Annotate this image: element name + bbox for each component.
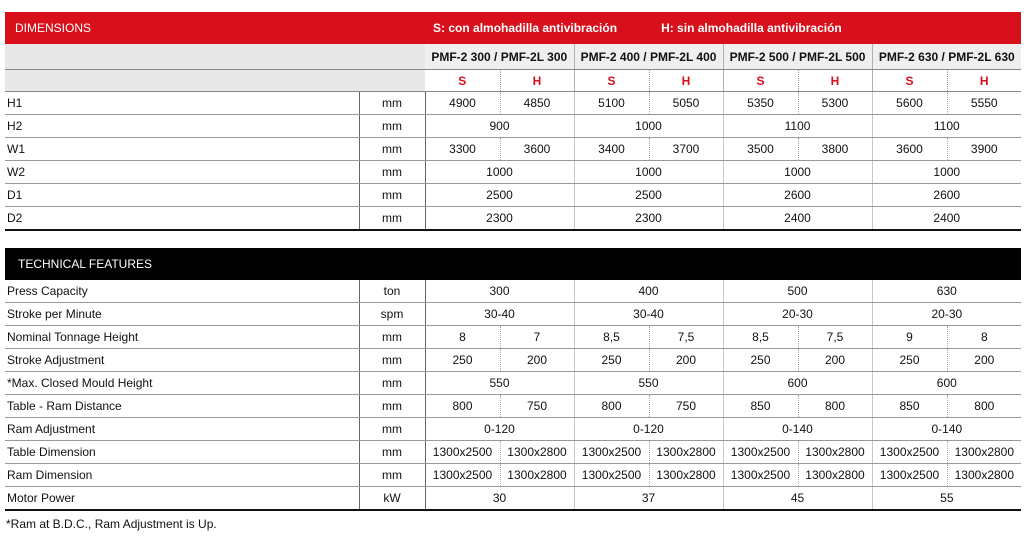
value-cell: 1300x2500: [425, 464, 500, 487]
value-cell: 400: [574, 280, 723, 303]
table-row: [5, 280, 1021, 303]
value-cell: 500: [723, 280, 872, 303]
table-row: [5, 487, 1021, 511]
value-cell: 0-140: [872, 418, 1021, 441]
row-label: H1: [5, 92, 359, 115]
value-cell: 37: [574, 487, 723, 511]
value-cell: 0-140: [723, 418, 872, 441]
value-cell: 2500: [425, 184, 574, 207]
value-cell: 1000: [574, 161, 723, 184]
value-cell: 3600: [500, 138, 574, 161]
value-cell: 5550: [947, 92, 1021, 115]
value-cell: 45: [723, 487, 872, 511]
row-unit: ton: [359, 280, 425, 303]
row-label: Motor Power: [5, 487, 359, 511]
row-label: Stroke per Minute: [5, 303, 359, 326]
value-cell: 850: [872, 395, 947, 418]
value-cell: 8,5: [723, 326, 798, 349]
value-cell: 1300x2500: [723, 464, 798, 487]
model-header: PMF-2 630 / PMF-2L 630: [872, 44, 1021, 70]
value-cell: 4900: [425, 92, 500, 115]
table-row: [5, 418, 1021, 441]
value-cell: 5300: [798, 92, 872, 115]
model-header: PMF-2 400 / PMF-2L 400: [574, 44, 723, 70]
row-unit: mm: [359, 138, 425, 161]
row-label: W2: [5, 161, 359, 184]
row-unit: mm: [359, 115, 425, 138]
value-cell: 2300: [574, 207, 723, 231]
value-cell: 1300x2800: [649, 464, 723, 487]
row-label: Nominal Tonnage Height: [5, 326, 359, 349]
row-unit: mm: [359, 326, 425, 349]
value-cell: 600: [723, 372, 872, 395]
model-header-row: [5, 44, 1021, 70]
table-row: [5, 115, 1021, 138]
table-row: [5, 441, 1021, 464]
value-cell: 1300x2500: [574, 441, 649, 464]
value-cell: 3400: [574, 138, 649, 161]
model-header: PMF-2 300 / PMF-2L 300: [425, 44, 574, 70]
value-cell: 3900: [947, 138, 1021, 161]
table-row: [5, 207, 1021, 231]
dimensions-table: [5, 12, 1021, 231]
value-cell: 8: [947, 326, 1021, 349]
row-label: Stroke Adjustment: [5, 349, 359, 372]
value-cell: 1300x2500: [872, 464, 947, 487]
value-cell: 750: [500, 395, 574, 418]
sh-header-row: [5, 70, 1021, 92]
value-cell: 1300x2800: [798, 464, 872, 487]
row-unit: mm: [359, 395, 425, 418]
value-cell: 1300x2800: [798, 441, 872, 464]
value-cell: 4850: [500, 92, 574, 115]
row-unit: kW: [359, 487, 425, 511]
value-cell: 5050: [649, 92, 723, 115]
value-cell: 250: [872, 349, 947, 372]
s-header: S: [723, 70, 798, 92]
h-header: H: [649, 70, 723, 92]
value-cell: 30-40: [425, 303, 574, 326]
row-label: Table Dimension: [5, 441, 359, 464]
value-cell: 30-40: [574, 303, 723, 326]
value-cell: 7,5: [798, 326, 872, 349]
value-cell: 200: [500, 349, 574, 372]
value-cell: 550: [574, 372, 723, 395]
value-cell: 800: [574, 395, 649, 418]
row-label: Ram Adjustment: [5, 418, 359, 441]
row-label: Table - Ram Distance: [5, 395, 359, 418]
value-cell: 3700: [649, 138, 723, 161]
row-unit: mm: [359, 92, 425, 115]
value-cell: 1000: [872, 161, 1021, 184]
table-row: [5, 303, 1021, 326]
table-row: [5, 184, 1021, 207]
dimensions-header: [5, 12, 1021, 44]
row-unit: mm: [359, 184, 425, 207]
row-unit: mm: [359, 441, 425, 464]
value-cell: 2500: [574, 184, 723, 207]
value-cell: 2400: [872, 207, 1021, 231]
blank-cell: [5, 44, 425, 70]
value-cell: 800: [798, 395, 872, 418]
value-cell: 20-30: [723, 303, 872, 326]
table-row: [5, 372, 1021, 395]
value-cell: 1100: [872, 115, 1021, 138]
technical-header: [5, 248, 1021, 280]
row-label: Ram Dimension: [5, 464, 359, 487]
value-cell: 2600: [723, 184, 872, 207]
legend-s: S: con almohadilla antivibración: [433, 21, 618, 35]
value-cell: 2400: [723, 207, 872, 231]
technical-body: [5, 280, 1021, 510]
value-cell: 9: [872, 326, 947, 349]
row-unit: mm: [359, 349, 425, 372]
value-cell: 850: [723, 395, 798, 418]
value-cell: 800: [425, 395, 500, 418]
row-unit: mm: [359, 161, 425, 184]
table-row: [5, 92, 1021, 115]
value-cell: 8,5: [574, 326, 649, 349]
value-cell: 20-30: [872, 303, 1021, 326]
value-cell: 1300x2800: [500, 464, 574, 487]
value-cell: 250: [723, 349, 798, 372]
blank-cell: [5, 70, 425, 92]
s-header: S: [574, 70, 649, 92]
value-cell: 600: [872, 372, 1021, 395]
h-header: H: [947, 70, 1021, 92]
h-header: H: [798, 70, 872, 92]
value-cell: 250: [574, 349, 649, 372]
table-row: [5, 326, 1021, 349]
model-header: PMF-2 500 / PMF-2L 500: [723, 44, 872, 70]
value-cell: 5100: [574, 92, 649, 115]
row-label: D1: [5, 184, 359, 207]
legend-h: H: sin almohadilla antivibración: [661, 21, 842, 35]
value-cell: 630: [872, 280, 1021, 303]
table-row: [5, 464, 1021, 487]
value-cell: 7: [500, 326, 574, 349]
table-row: [5, 161, 1021, 184]
row-label: H2: [5, 115, 359, 138]
value-cell: 550: [425, 372, 574, 395]
row-label: *Max. Closed Mould Height: [5, 372, 359, 395]
row-label: W1: [5, 138, 359, 161]
s-header: S: [425, 70, 500, 92]
value-cell: 750: [649, 395, 723, 418]
value-cell: 1000: [574, 115, 723, 138]
row-unit: mm: [359, 418, 425, 441]
value-cell: 1300x2800: [500, 441, 574, 464]
value-cell: 3500: [723, 138, 798, 161]
value-cell: 2600: [872, 184, 1021, 207]
value-cell: 1100: [723, 115, 872, 138]
dimensions-title: DIMENSIONS: [5, 12, 425, 44]
row-label: D2: [5, 207, 359, 231]
table-row: [5, 349, 1021, 372]
value-cell: 1000: [723, 161, 872, 184]
row-unit: mm: [359, 207, 425, 231]
row-label: Press Capacity: [5, 280, 359, 303]
value-cell: 250: [425, 349, 500, 372]
value-cell: 30: [425, 487, 574, 511]
technical-table: [5, 248, 1021, 511]
value-cell: 0-120: [574, 418, 723, 441]
value-cell: 1300x2800: [947, 441, 1021, 464]
value-cell: 1300x2800: [649, 441, 723, 464]
value-cell: 1300x2800: [947, 464, 1021, 487]
value-cell: 55: [872, 487, 1021, 511]
value-cell: 3300: [425, 138, 500, 161]
dimensions-body: [5, 92, 1021, 231]
h-header: H: [500, 70, 574, 92]
value-cell: 1300x2500: [425, 441, 500, 464]
row-unit: spm: [359, 303, 425, 326]
s-header: S: [872, 70, 947, 92]
value-cell: 200: [798, 349, 872, 372]
value-cell: 3800: [798, 138, 872, 161]
value-cell: 200: [947, 349, 1021, 372]
value-cell: 1300x2500: [872, 441, 947, 464]
value-cell: 300: [425, 280, 574, 303]
legend: [425, 12, 1021, 44]
value-cell: 7,5: [649, 326, 723, 349]
value-cell: 8: [425, 326, 500, 349]
footnote: *Ram at B.D.C., Ram Adjustment is Up.: [6, 517, 217, 531]
value-cell: 1000: [425, 161, 574, 184]
value-cell: 0-120: [425, 418, 574, 441]
value-cell: 5350: [723, 92, 798, 115]
value-cell: 200: [649, 349, 723, 372]
value-cell: 5600: [872, 92, 947, 115]
technical-title: TECHNICAL FEATURES: [5, 248, 1021, 280]
row-unit: mm: [359, 372, 425, 395]
row-unit: mm: [359, 464, 425, 487]
table-row: [5, 395, 1021, 418]
value-cell: 800: [947, 395, 1021, 418]
value-cell: 1300x2500: [574, 464, 649, 487]
value-cell: 1300x2500: [723, 441, 798, 464]
value-cell: 2300: [425, 207, 574, 231]
table-row: [5, 138, 1021, 161]
value-cell: 3600: [872, 138, 947, 161]
value-cell: 900: [425, 115, 574, 138]
